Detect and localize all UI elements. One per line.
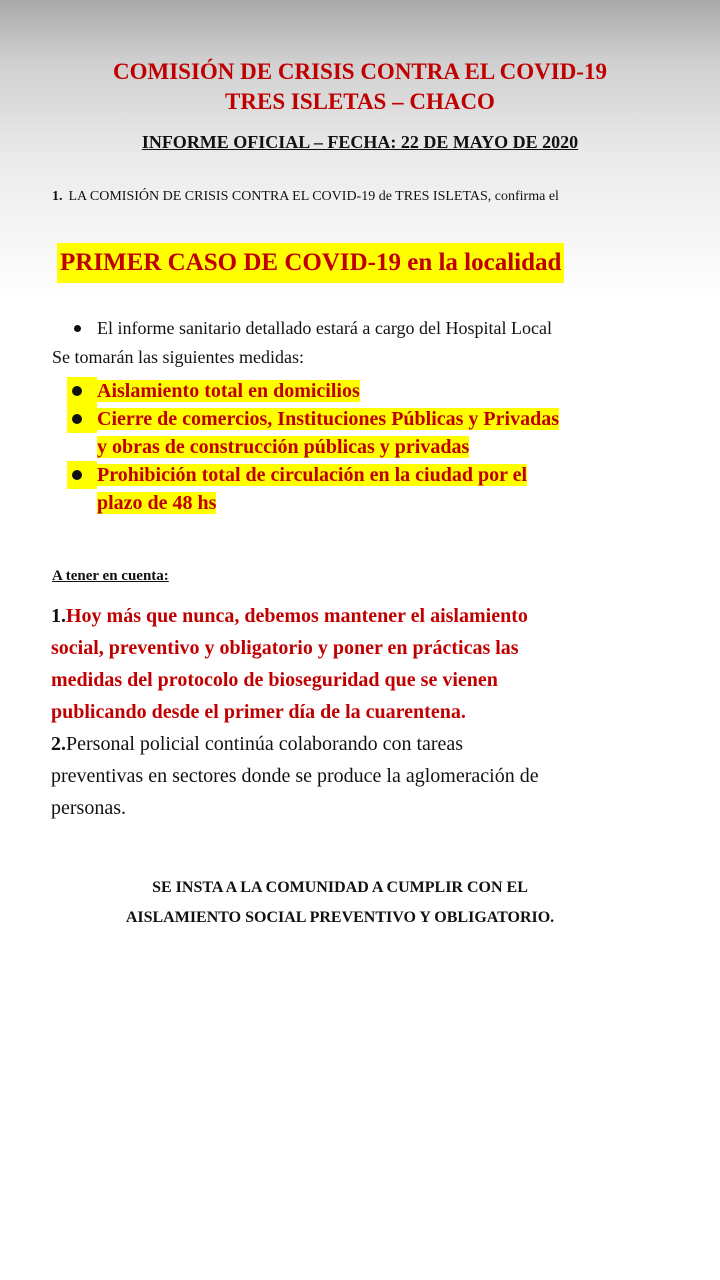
note-two-number: 2.	[51, 733, 66, 755]
note-one-line: publicando desde el primer día de la cuarentena.	[51, 701, 466, 723]
note-one-line: social, preventivo y obligatorio y poner en prácticas las	[51, 637, 519, 659]
bullet-icon	[74, 325, 81, 332]
measure-item	[97, 405, 559, 461]
closing-line-2: AISLAMIENTO SOCIAL PREVENTIVO Y OBLIGATORIO.	[125, 909, 555, 926]
measure-item	[97, 377, 360, 405]
document-title-line-2: TRES ISLETAS – CHACO	[225, 89, 495, 114]
note-one-line: medidas del protocolo de bioseguridad que se vienen	[51, 669, 498, 691]
bullet-icon	[72, 386, 82, 396]
measure-line: Cierre de comercios, Instituciones Públicas y Privadas	[97, 408, 559, 430]
measures-intro: Se tomarán las siguientes medidas:	[52, 347, 304, 367]
bullet-icon	[72, 470, 82, 480]
item-one-text: LA COMISIÓN DE CRISIS CONTRA EL COVID-19 de TRES ISLETAS, confirma el	[68, 189, 559, 204]
note-two-line: Personal policial continúa colaborando con tareas	[66, 733, 464, 755]
closing-statement	[0, 873, 680, 933]
measure-line: Aislamiento total en domicilios	[97, 380, 360, 402]
info-bullet-text: El informe sanitario detallado estará a cargo del Hospital Local	[97, 318, 552, 338]
notes-heading: A tener en cuenta:	[52, 568, 169, 584]
note-one-line: Hoy más que nunca, debemos mantener el aislamiento	[66, 605, 528, 627]
measure-item	[97, 461, 527, 517]
note-two-line: preventivas en sectores donde se produce la aglomeración de	[51, 765, 539, 787]
item-one	[52, 189, 559, 205]
measure-line: plazo de 48 hs	[97, 492, 217, 514]
note-two	[51, 728, 681, 824]
measure-line: Prohibición total de circulación en la ciudad por el	[97, 464, 528, 486]
note-one	[51, 600, 681, 728]
note-one-number: 1.	[51, 605, 66, 627]
item-one-number: 1.	[52, 189, 63, 204]
report-date-line: INFORME OFICIAL – FECHA: 22 DE MAYO DE 2020	[141, 132, 579, 152]
note-two-line: personas.	[51, 797, 126, 819]
closing-line-1: SE INSTA A LA COMUNIDAD A CUMPLIR CON EL	[152, 879, 528, 896]
measure-line: y obras de construcción públicas y privadas	[97, 436, 470, 458]
first-case-headline: PRIMER CASO DE COVID-19 en la localidad	[57, 243, 564, 283]
document-title-line-1: COMISIÓN DE CRISIS CONTRA EL COVID-19	[113, 59, 607, 84]
bullet-icon	[72, 414, 82, 424]
